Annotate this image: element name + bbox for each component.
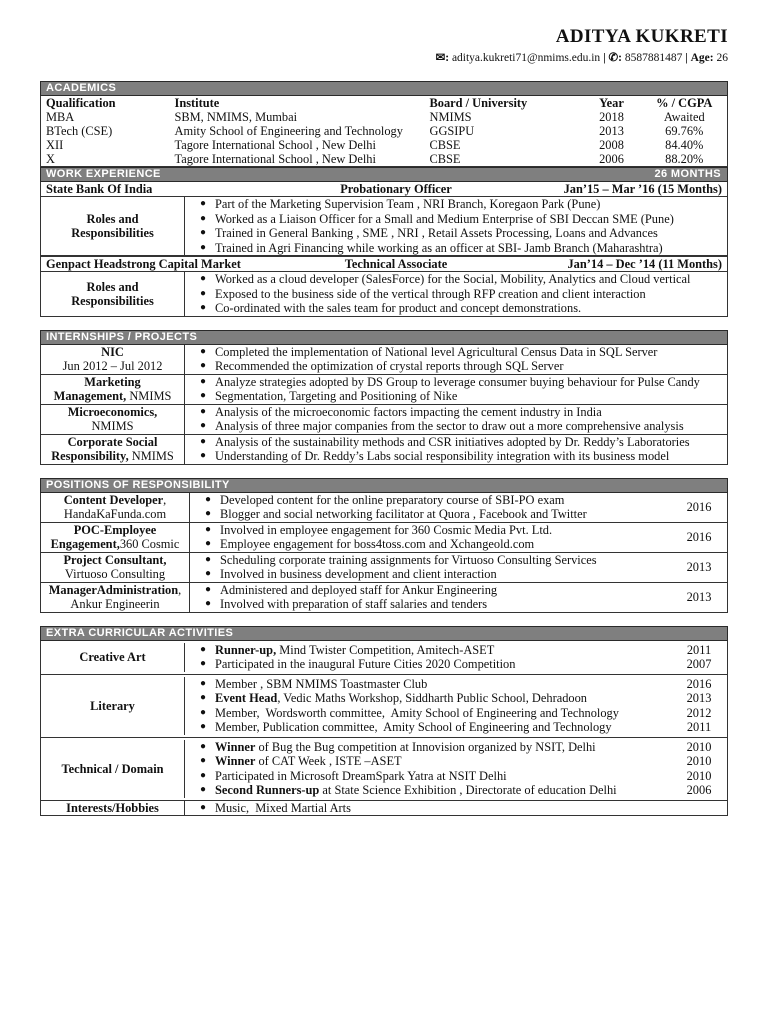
item-text: Member , SBM NMIMS Toastmaster Club (215, 676, 428, 691)
list-item (191, 287, 727, 302)
group-label: Technical / Domain (41, 740, 185, 798)
label-line: Roles and (86, 279, 139, 294)
item-text: Completed the implementation of National level Agricultural Census Data in SQL Server (215, 344, 658, 359)
item-text: Involved in business development and client interaction (220, 567, 497, 581)
bullet-icon: ● (204, 508, 212, 519)
item-text: Part of the Marketing Supervision Team , NRI Branch, Koregaon Park (Pune) (215, 197, 601, 211)
list-item (196, 567, 671, 582)
bullet-icon: ● (204, 553, 212, 565)
bullet-list (190, 493, 671, 522)
table-cell: Awaited (663, 110, 705, 124)
year-list (671, 740, 727, 798)
list-item (196, 493, 671, 508)
phone-icon: ✆: (608, 52, 622, 64)
year-text: 2010 (686, 754, 712, 768)
section-title-academics (40, 81, 728, 96)
list-item (191, 197, 727, 212)
item-emphasis: Winner (215, 754, 256, 768)
internship-row (41, 435, 727, 464)
bullet-icon: ● (204, 568, 212, 579)
internship-row (41, 375, 727, 405)
bullet-icon: ● (199, 435, 207, 447)
year-text: 2011 (686, 642, 712, 657)
table-cell: 88.20% (665, 152, 704, 166)
position-year (671, 553, 727, 582)
year-text: 2016 (686, 529, 712, 544)
age-label: Age: (690, 52, 714, 64)
item-text: Analysis of the sustainability methods and CSR initiatives adopted by Dr. Reddy’s Laboratories (215, 434, 690, 449)
section-title-work (40, 167, 728, 182)
table-cell: 2006 (599, 152, 624, 166)
year-list (671, 643, 727, 672)
item-text: of CAT Week , ISTE –ASET (255, 754, 402, 768)
label-line: 360 Cosmic (119, 537, 180, 551)
bullet-list (185, 405, 727, 434)
email[interactable]: aditya.kukreti71@nmims.edu.in (451, 52, 601, 64)
list-item (196, 507, 671, 522)
position-row (41, 493, 727, 523)
item-emphasis: Second Runners-up (215, 783, 320, 797)
group-label: Interests/Hobbies (41, 801, 185, 816)
table-cell: 2008 (599, 138, 624, 152)
roles-label (41, 197, 185, 255)
list-item (191, 740, 671, 755)
year-text: 2011 (686, 720, 712, 734)
bullet-icon: ● (199, 273, 207, 284)
year-text: 2016 (686, 676, 712, 691)
bullet-icon: ● (199, 801, 207, 813)
bullet-list (185, 435, 727, 464)
label-line: , (163, 493, 167, 507)
section-title-extra-curricular (40, 626, 728, 641)
bullet-icon: ● (199, 198, 207, 209)
item-emphasis: Runner-up, (215, 642, 277, 657)
year-text: 2013 (686, 589, 712, 604)
item-text: Developed content for the online preparatory course of SBI-PO exam (220, 492, 565, 507)
contact-line (40, 50, 728, 66)
list-item (196, 553, 671, 568)
section-label: INTERNSHIPS / PROJECTS (46, 330, 198, 343)
bullet-icon: ● (199, 740, 207, 752)
item-text: Co-ordinated with the sales team for product and concept demonstrations. (215, 301, 582, 315)
col-header: Board / University (429, 96, 528, 110)
candidate-name: ADITYA KUKRETI (555, 26, 728, 47)
bullet-icon: ● (199, 375, 207, 387)
section-label: POSITIONS OF RESPONSIBILITY (46, 478, 230, 491)
list-item (191, 389, 727, 404)
bullet-list (185, 740, 671, 798)
bullet-icon: ● (199, 345, 207, 357)
label-line: Project Consultant, (63, 553, 167, 567)
table-cell: SBM, NMIMS, Mumbai (174, 110, 298, 124)
group-label: Creative Art (41, 643, 185, 672)
label-line: ManagerAdministration (48, 583, 179, 597)
list-item (191, 691, 671, 706)
list-item (191, 405, 727, 420)
table-cell: GGSIPU (429, 124, 475, 138)
item-text: Member, Wordsworth committee, Amity School of Engineering and Technology (215, 705, 619, 720)
bullet-list (185, 375, 727, 404)
table-cell: X (46, 152, 55, 166)
bullet-icon: ● (199, 706, 207, 718)
group-label: Literary (41, 677, 185, 735)
table-cell: XII (46, 138, 64, 152)
internship-label (41, 405, 185, 434)
list-item (191, 435, 727, 450)
bullet-list (190, 523, 671, 552)
table-cell: Tagore International School , New Delhi (174, 138, 376, 152)
table-cell: BTech (CSE) (46, 124, 113, 138)
year-text: 2016 (686, 499, 712, 514)
item-text: Involved with preparation of staff salaries and tenders (220, 597, 488, 611)
year-text: 2013 (686, 559, 712, 574)
label-line: Corporate Social (67, 435, 158, 449)
bullet-icon: ● (199, 405, 207, 417)
year-text: 2006 (686, 783, 712, 797)
item-text: Administered and deployed staff for Ankur Engineering (220, 582, 498, 597)
bullet-icon: ● (204, 583, 212, 595)
item-emphasis: Winner (215, 739, 256, 754)
item-text: Member, Publication committee, Amity School of Engineering and Technology (215, 720, 612, 734)
internship-label (41, 435, 185, 464)
item-text: Trained in Agri Financing while working as an officer at SBI- Jamb Branch (Maharashtra) (215, 240, 663, 255)
label-line: Marketing (84, 375, 141, 389)
item-text: , Vedic Maths Workshop, Siddharth Public School, Dehradoon (277, 691, 587, 705)
extra-group (41, 738, 727, 801)
job-header (41, 182, 727, 197)
internship-label (41, 345, 185, 374)
bullet-icon: ● (199, 227, 207, 238)
table-cell: 2018 (599, 110, 624, 124)
academics-table (40, 96, 728, 167)
job-details (41, 272, 727, 316)
section-label: EXTRA CURRICULAR ACTIVITIES (46, 626, 234, 639)
bullet-icon: ● (199, 390, 207, 401)
label-line: Responsibilities (71, 226, 154, 240)
item-text: Scheduling corporate training assignments for Virtuoso Consulting Services (220, 552, 597, 567)
item-text: Mind Twister Competition, Amitech-ASET (276, 642, 495, 657)
table-row (41, 152, 728, 167)
position-label (41, 493, 190, 522)
resume-page (40, 26, 728, 816)
bullet-icon: ● (199, 420, 207, 431)
extra-group (41, 675, 727, 738)
item-text: Analysis of three major companies from the sector to draw out a more comprehensive analysis (215, 419, 684, 433)
extra-box (40, 641, 728, 817)
table-row (41, 138, 728, 152)
item-text: Exposed to the business side of the vertical through RFP creation and client interaction (215, 286, 646, 301)
list-item (191, 226, 727, 241)
list-item (191, 375, 727, 390)
list-item (191, 677, 671, 692)
bullet-icon: ● (199, 784, 207, 795)
item-text: at State Science Exhibition , Directorate of education Delhi (319, 783, 617, 797)
bullet-list (185, 801, 671, 816)
job-period: Jan’14 – Dec ’14 (11 Months) (567, 257, 722, 271)
table-cell: MBA (46, 110, 75, 124)
position-label (41, 583, 190, 612)
table-cell: NMIMS (429, 110, 472, 124)
position-label (41, 553, 190, 582)
list-item (191, 769, 671, 784)
section-title-internships (40, 330, 728, 345)
label-line: NMIMS (91, 419, 134, 433)
bullet-icon: ● (204, 538, 212, 549)
position-row (41, 583, 727, 612)
job-period: Jan’15 – Mar ’16 (15 Months) (563, 182, 722, 196)
bullet-icon: ● (199, 287, 207, 299)
label-line: Engagement, (50, 537, 120, 551)
label-line: Roles and (86, 212, 139, 226)
table-cell: CBSE (429, 152, 461, 166)
list-item (191, 720, 671, 735)
label-line: POC-Employee (73, 523, 157, 537)
separator: | (685, 52, 688, 64)
label-line: Jun 2012 – Jul 2012 (62, 359, 163, 373)
year-text: 2007 (686, 657, 712, 671)
table-cell: Tagore International School , New Delhi (174, 152, 376, 166)
bullet-icon: ● (199, 658, 207, 669)
list-item (191, 241, 727, 256)
item-text: Music, Mixed Martial Arts (215, 800, 351, 815)
bullet-list (185, 345, 727, 374)
list-item (196, 537, 671, 552)
item-text: Understanding of Dr. Reddy’s Labs social responsibility integration with its business model (215, 449, 670, 463)
item-text: Employee engagement for boss4toss.com and Xchangeold.com (220, 537, 535, 551)
position-row (41, 523, 727, 553)
list-item (196, 597, 671, 612)
item-text: of Bug the Bug competition at Innovision organized by NSIT, Delhi (255, 739, 596, 754)
bullet-icon: ● (204, 493, 212, 505)
bullet-icon: ● (199, 677, 207, 689)
bullet-icon: ● (199, 755, 207, 766)
year-text: 2010 (686, 739, 712, 754)
bullet-icon: ● (199, 721, 207, 732)
list-item (196, 523, 671, 538)
table-cell: CBSE (429, 138, 461, 152)
list-item (191, 643, 671, 658)
bullet-icon: ● (204, 598, 212, 609)
bullet-icon: ● (199, 692, 207, 703)
list-item (191, 801, 671, 816)
table-row (41, 124, 728, 138)
position-year (671, 493, 727, 522)
label-line: NMIMS (128, 449, 174, 463)
label-line: Responsibility, (51, 449, 129, 463)
position-year (671, 523, 727, 552)
table-cell: 84.40% (665, 138, 704, 152)
internships-box (40, 345, 728, 465)
section-label: WORK EXPERIENCE (46, 168, 161, 180)
job-details (41, 197, 727, 256)
label-line: Management, (53, 389, 127, 403)
item-text: Involved in employee engagement for 360 Cosmic Media Pvt. Ltd. (220, 522, 553, 537)
label-line: Responsibilities (71, 293, 154, 308)
item-text: Worked as a cloud developer (SalesForce) for the Social, Mobility, Analytics and Cloud vertical (215, 272, 691, 286)
label-line: Content Developer (63, 493, 164, 507)
extra-group (41, 801, 727, 816)
list-item (191, 706, 671, 721)
section-title-positions (40, 478, 728, 493)
table-row (41, 110, 728, 124)
list-item (191, 359, 727, 374)
bullet-list (190, 553, 671, 582)
item-text: Recommended the optimization of crystal reports through SQL Server (215, 359, 564, 373)
job-header (41, 256, 727, 272)
year-text: 2013 (686, 691, 712, 705)
item-text: Worked as a Liaison Officer for a Small and Medium Enterprise of SBI Deccan SME (Pune) (215, 211, 674, 226)
col-header: Year (599, 96, 624, 110)
list-item (196, 583, 671, 598)
position-year (671, 583, 727, 612)
company: Genpact Headstrong Capital Market (46, 257, 241, 271)
col-header: % / CGPA (656, 96, 713, 110)
table-header-row (41, 96, 728, 110)
list-item (191, 419, 727, 434)
email-icon: ✉: (435, 52, 450, 64)
bullet-list (190, 583, 671, 612)
item-text: Trained in General Banking , SME , NRI , Retail Assets Processing, Loans and Advances (215, 226, 658, 240)
list-item (191, 272, 727, 287)
bullet-icon: ● (199, 302, 207, 313)
bullet-icon: ● (204, 523, 212, 535)
label-line: HandaKaFunda.com (63, 507, 167, 521)
label-line: Virtuoso Consulting (64, 567, 166, 581)
extra-group (41, 641, 727, 675)
phone: 8587881487 (624, 52, 683, 64)
table-cell: 69.76% (665, 124, 704, 138)
year-text: 2010 (686, 768, 712, 783)
item-emphasis: Event Head (215, 691, 278, 705)
work-box (40, 182, 728, 317)
list-item (191, 783, 671, 798)
item-text: Participated in Microsoft DreamSpark Yatra at NSIT Delhi (215, 768, 507, 783)
col-header: Institute (174, 96, 220, 110)
label-line: NIC (101, 345, 124, 359)
position-row (41, 553, 727, 583)
bullet-icon: ● (199, 212, 207, 224)
year-list (671, 801, 727, 816)
list-item (191, 449, 727, 464)
bullet-list (185, 197, 727, 255)
bullet-list (185, 643, 671, 672)
section-label: ACADEMICS (46, 82, 117, 94)
job-role: Technical Associate (344, 257, 448, 271)
list-item (191, 301, 727, 316)
table-cell: Amity School of Engineering and Technology (174, 124, 403, 138)
list-item (191, 212, 727, 227)
bullet-icon: ● (199, 643, 207, 655)
list-item (191, 345, 727, 360)
item-text: Blogger and social networking facilitator at Quora , Facebook and Twitter (220, 507, 587, 521)
roles-label (41, 272, 185, 316)
resume-header (40, 26, 728, 66)
company: State Bank Of India (46, 182, 153, 196)
label-line: , (178, 583, 182, 597)
internship-row (41, 405, 727, 435)
col-header: Qualification (46, 96, 116, 110)
internship-row (41, 345, 727, 375)
bullet-icon: ● (199, 769, 207, 781)
item-text: Segmentation, Targeting and Positioning of Nike (215, 389, 458, 403)
label-line: Ankur Engineerin (70, 597, 160, 611)
bullet-icon: ● (199, 241, 207, 253)
label-line: NMIMS (126, 389, 172, 403)
separator: | (603, 52, 606, 64)
age-value: 26 (716, 52, 728, 64)
bullet-icon: ● (199, 450, 207, 461)
list-item (191, 657, 671, 672)
positions-box (40, 493, 728, 613)
year-list (671, 677, 727, 735)
label-line: Microeconomics, (67, 405, 158, 419)
bullet-list (185, 272, 727, 316)
bullet-list (185, 677, 671, 735)
list-item (191, 754, 671, 769)
item-text: Participated in the inaugural Future Cities 2020 Competition (215, 657, 516, 671)
year-text: 2012 (686, 705, 712, 720)
bullet-icon: ● (199, 360, 207, 371)
item-text: Analyze strategies adopted by DS Group to leverage consumer buying behaviour for Pulse Candy (215, 374, 700, 389)
item-text: Analysis of the microeconomic factors impacting the cement industry in India (215, 404, 602, 419)
internship-label (41, 375, 185, 404)
table-cell: 2013 (599, 124, 624, 138)
job-role: Probationary Officer (340, 182, 452, 196)
position-label (41, 523, 190, 552)
work-total: 26 MONTHS (654, 168, 721, 180)
